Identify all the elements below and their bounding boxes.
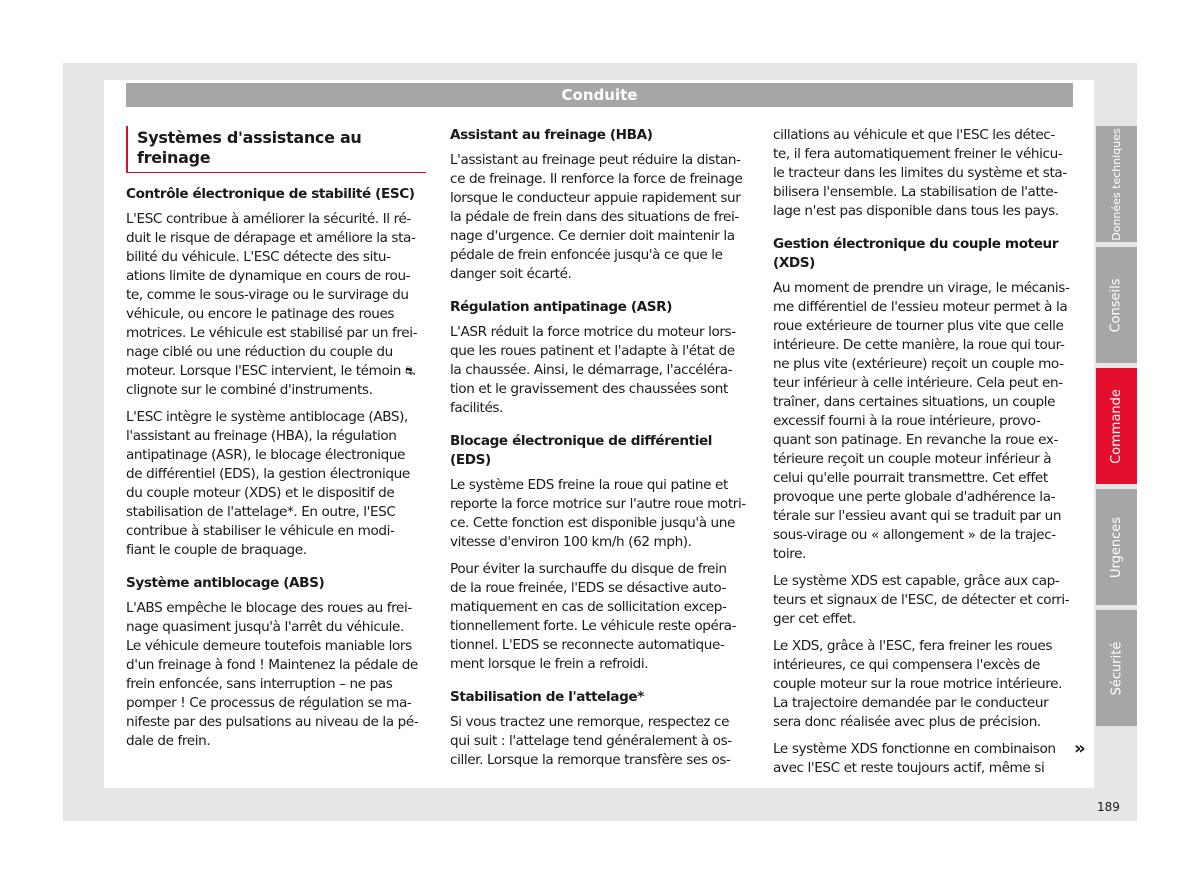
heading-xds: Gestion électronique du couple moteur (XDS) <box>773 236 1059 271</box>
paragraph-esc-2: L'ESC intègre le système antiblocage (ABS), l'assistant au freinage (HBA), la régulation antipatinage (ASR), le blocage électronique de différentiel (EDS), la gestion électronique du couple moteur (XDS) et le dispositif de stabilisation de l'attelage*. En outre, l'ESC contribue à stabiliser le véhicule en modi- fiant le couple de braquage. <box>126 409 410 558</box>
heading-hba: Assistant au freinage (HBA) <box>450 127 653 143</box>
tab-donnees-techniques[interactable]: Données techniques <box>1096 126 1137 242</box>
paragraph-xds-3: Le XDS, grâce à l'ESC, fera freiner les roues intérieures, ce qui compensera l'excès de couple moteur sur la roue motrice intérieure. La trajectoire demandée par le conducteur sera donc réalisée avec plus de précision. <box>773 638 1063 730</box>
double-chevron-right-icon: » <box>1074 738 1086 759</box>
paragraph-esc-1: L'ESC contribue à améliorer la sécurité. Il ré- duit le risque de dérapage et améliore la sta- bilité du véhicule. L'ESC détecte des situ- ations limite de dynamique en cours de rou- te, comme le sous-virage ou le survirage du véhicule, ou encore le patinage des roues motrices. Le véhicule est stabilisé par un frei- nage ciblé ou une réduction du couple du moteur. Lorsque l'ESC intervient, le témoin ⛐ clignote sur le combiné d'instruments. <box>126 211 418 398</box>
tab-urgences[interactable]: Urgences <box>1096 489 1137 605</box>
tab-securite[interactable]: Sécurité <box>1096 610 1137 726</box>
tab-commande[interactable]: Commande <box>1096 368 1137 484</box>
paragraph-eds-2: Pour éviter la surchauffe du disque de frein de la roue freinée, l'EDS se désactive auto- matiquement en cas de sollicitation excep- tionnellement forte. Le véhicule reste opéra- tionnel. L'EDS se reconnecte automatique- ment lorsque le frein a refroidi. <box>450 561 737 672</box>
chapter-header: Conduite <box>126 83 1073 107</box>
column-2 <box>450 126 750 778</box>
column-3 <box>773 126 1078 786</box>
heading-eds: Blocage électronique de différentiel (EDS) <box>450 433 713 468</box>
section-title: Systèmes d'assistance au freinage <box>126 126 426 173</box>
tab-conseils[interactable]: Conseils <box>1096 247 1137 363</box>
page-number: 189 <box>1097 800 1120 814</box>
paragraph-eds-1: Le système EDS freine la roue qui patine et reporte la force motrice sur l'autre roue motri- ce. Cette fonction est disponible jusqu'à une vitesse d'environ 100 km/h (62 mph). <box>450 477 746 550</box>
paragraph-abs: L'ABS empêche le blocage des roues au frei- nage quasiment jusqu'à l'arrêt du véhicule. Le véhicule demeure toutefois maniable lors d'un freinage à fond ! Maintenez la pédale de frein enfoncée, sans interruption – ne pas pomper ! Ce processus de régulation se ma- nifeste par des pulsations au niveau de la pé- dale de frein. <box>126 600 419 749</box>
paragraph-xds-1: Au moment de prendre un virage, le mécanis- me différentiel de l'essieu moteur permet à la roue extérieure de tourner plus vite que celle intérieure. De cette manière, la roue qui tour- ne plus vite (extérieure) reçoit un couple mo- teur inférieur à celle intérieure. Cela peut en- traîner, dans certaines situations, un couple excessif fourni à la roue intérieure, provo- quant son patinage. En revanche la roue ex- térieure reçoit un couple moteur inférieur à celui qu'elle pourrait transmettre. Cet effet provoque une perte globale d'adhérence la- térale sur l'essieu avant qui se traduit par un sous-virage ou « allongement » de la trajec- toire. <box>773 280 1070 562</box>
heading-abs: Système antiblocage (ABS) <box>126 575 325 591</box>
heading-asr: Régulation antipatinage (ASR) <box>450 299 673 315</box>
heading-trailer: Stabilisation de l'attelage* <box>450 689 644 705</box>
paragraph-trailer-cont: cillations au véhicule et que l'ESC les détec- te, il fera automatiquement freiner le véhicu- le tracteur dans les limites du système et sta- bilisera l'ensemble. La stabilisation de l'atte- lage n'est pas disponible dans tous les pays. <box>773 127 1067 219</box>
paragraph-asr: L'ASR réduit la force motrice du moteur lors- que les roues patinent et l'adapte à l'état de la chaussée. Ainsi, le démarrage, l'accéléra- tion et le gravissement des chaussées sont facilités. <box>450 324 736 416</box>
heading-esc: Contrôle électronique de stabilité (ESC) <box>126 186 415 202</box>
paragraph-xds-2: Le système XDS est capable, grâce aux cap- teurs et signaux de l'ESC, de détecter et corri- ger cet effet. <box>773 573 1070 627</box>
paragraph-xds-4: Le système XDS fonctionne en combinaison avec l'ESC et reste toujours actif, même si <box>773 741 1056 776</box>
paragraph-hba: L'assistant au freinage peut réduire la distan- ce de freinage. Il renforce la force de freinage lorsque le conducteur appuie rapidement sur la pédale de frein dans des situations de frei- nage d'urgence. Ce dernier doit maintenir la pédale de frein enfoncée jusqu'à ce que le danger soit écarté. <box>450 152 743 282</box>
esc-warning-icon: ⛐ <box>404 364 415 378</box>
paragraph-trailer: Si vous tractez une remorque, respectez ce qui suit : l'attelage tend généralement à os- ciller. Lorsque la remorque transfère ses os- <box>450 714 732 768</box>
column-1 <box>126 126 426 759</box>
